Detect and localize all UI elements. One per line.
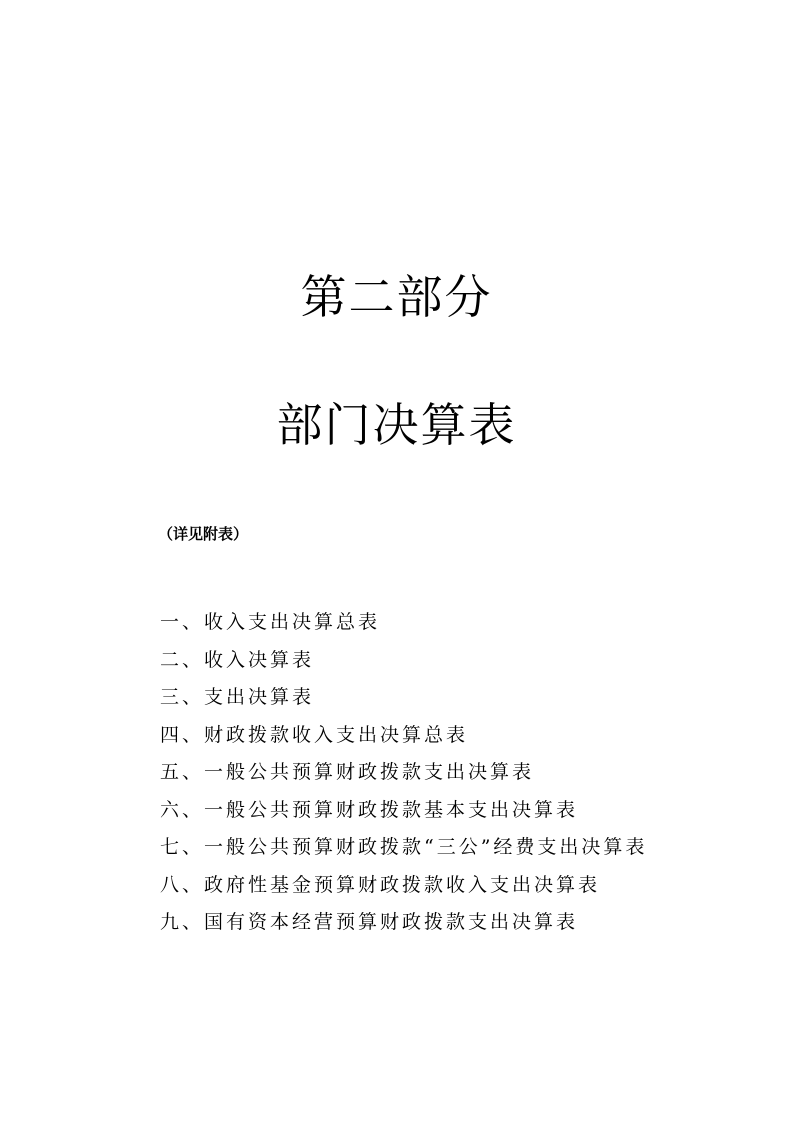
list-item: 九、国有资本经营预算财政拨款支出决算表	[160, 911, 579, 933]
list-item: 三、支出决算表	[160, 686, 315, 708]
see-attachment-note: （详见附表）	[158, 525, 249, 543]
list-item: 一、收入支出决算总表	[160, 611, 381, 633]
page-title: 部门决算表	[276, 398, 517, 452]
list-item: 六、一般公共预算财政拨款基本支出决算表	[160, 798, 579, 821]
part-title: 第二部分	[300, 270, 493, 324]
list-item: 二、收入决算表	[160, 648, 315, 671]
table-list	[160, 604, 647, 942]
list-item: 五、一般公共预算财政拨款支出决算表	[160, 761, 535, 783]
list-item: 七、一般公共预算财政拨款“三公”经费支出决算表	[160, 836, 648, 858]
list-item: 八、政府性基金预算财政拨款收入支出决算表	[160, 873, 601, 896]
list-item: 四、财政拨款收入支出决算总表	[160, 723, 469, 746]
